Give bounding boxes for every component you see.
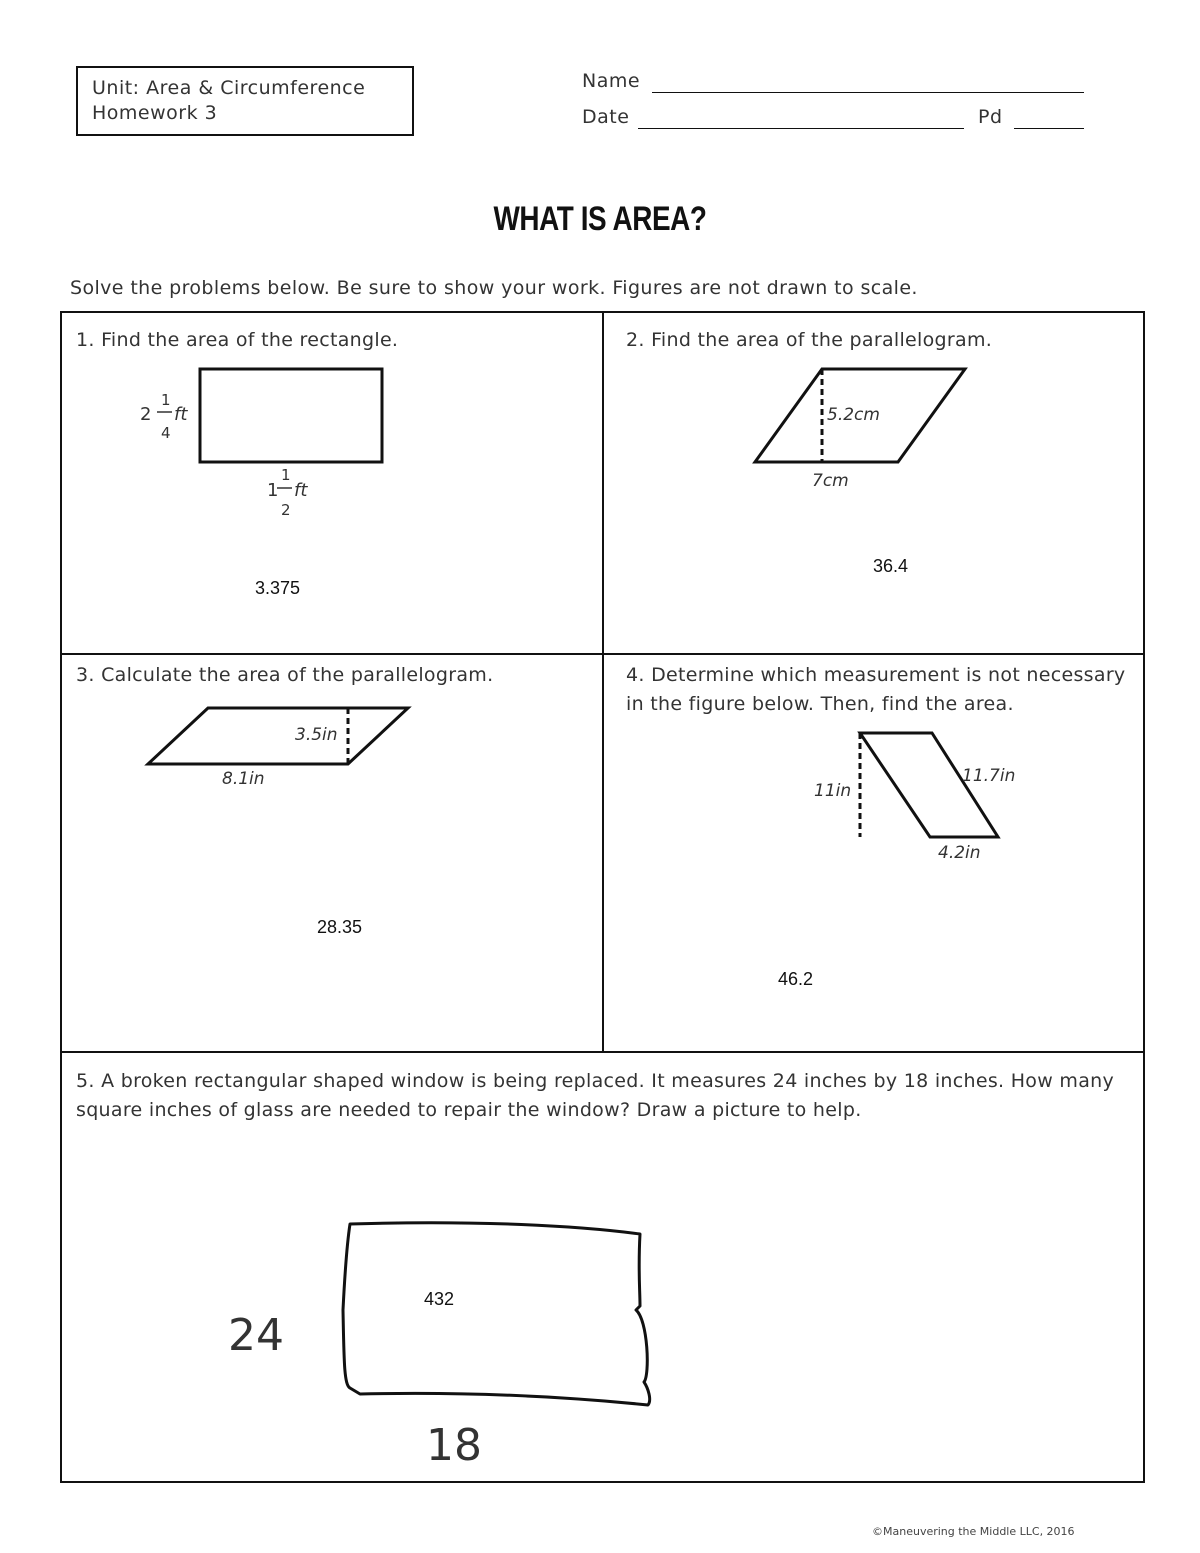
problem-2-question: 2. Find the area of the parallelogram. — [626, 329, 993, 351]
date-label: Date — [582, 106, 630, 128]
height-unit: ft — [174, 404, 188, 425]
height-denominator: 4 — [161, 424, 171, 442]
base-numerator: 1 — [281, 466, 291, 484]
problem-3-answer: 28.35 — [317, 917, 363, 937]
problem-2-answer: 36.4 — [873, 556, 909, 576]
base-whole: 1 — [267, 480, 279, 501]
period-label: Pd — [978, 106, 1003, 128]
grid-divider-row1 — [60, 653, 1145, 655]
handwritten-side-label: 24 — [228, 1310, 284, 1361]
height-label: 11in — [814, 781, 852, 801]
homework-label: Homework 3 — [92, 102, 218, 124]
base-label: 4.2in — [938, 843, 981, 863]
base-denominator: 2 — [281, 501, 291, 519]
page-title: WHAT IS AREA? — [493, 200, 707, 238]
problem-1-rectangle-figure — [130, 360, 410, 530]
unit-box — [76, 66, 414, 136]
period-field[interactable] — [1014, 128, 1084, 129]
grid-divider-row2 — [60, 1051, 1145, 1053]
unit-label: Unit: Area & Circumference — [92, 77, 366, 99]
parallelogram-shape — [148, 708, 408, 764]
height-label: 5.2cm — [827, 405, 880, 425]
problem-1-question: 1. Find the area of the rectangle. — [76, 329, 399, 351]
date-field[interactable] — [638, 128, 964, 129]
problem-5-window-sketch — [220, 1210, 670, 1475]
problem-2-parallelogram-figure — [740, 360, 980, 500]
height-whole: 2 — [140, 404, 152, 425]
base-label: 7cm — [812, 471, 849, 491]
problem-5-answer: 432 — [424, 1289, 455, 1309]
height-numerator: 1 — [161, 391, 171, 409]
handwritten-bottom-label: 18 — [426, 1420, 482, 1471]
handwritten-rectangle — [343, 1223, 650, 1405]
rectangle-shape — [200, 369, 382, 462]
copyright-footer: ©Maneuvering the Middle LLC, 2016 — [872, 1525, 1075, 1538]
grid-divider-vertical — [602, 311, 604, 1053]
height-label: 3.5in — [295, 725, 338, 745]
base-unit: ft — [294, 480, 308, 501]
problem-1-answer: 3.375 — [255, 578, 301, 598]
problem-4-answer: 46.2 — [778, 969, 814, 989]
name-label: Name — [582, 70, 641, 92]
problem-4-question: 4. Determine which measurement is not necessary in the figure below. Then, find the area. — [626, 664, 1126, 715]
name-field[interactable] — [652, 92, 1084, 93]
side-label: 11.7in — [962, 766, 1016, 786]
problem-4-parallelogram-figure — [800, 725, 1040, 870]
problem-5-question: 5. A broken rectangular shaped window is being replaced. It measures 24 inches by 18 inches. How many square inches of glass are needed to repair the window? Draw a picture to help. — [76, 1070, 1115, 1121]
base-label: 8.1in — [222, 769, 265, 789]
instructions: Solve the problems below. Be sure to show your work. Figures are not drawn to scale. — [70, 277, 918, 299]
problem-3-question: 3. Calculate the area of the parallelogram. — [76, 664, 494, 686]
problem-3-parallelogram-figure — [140, 700, 420, 795]
